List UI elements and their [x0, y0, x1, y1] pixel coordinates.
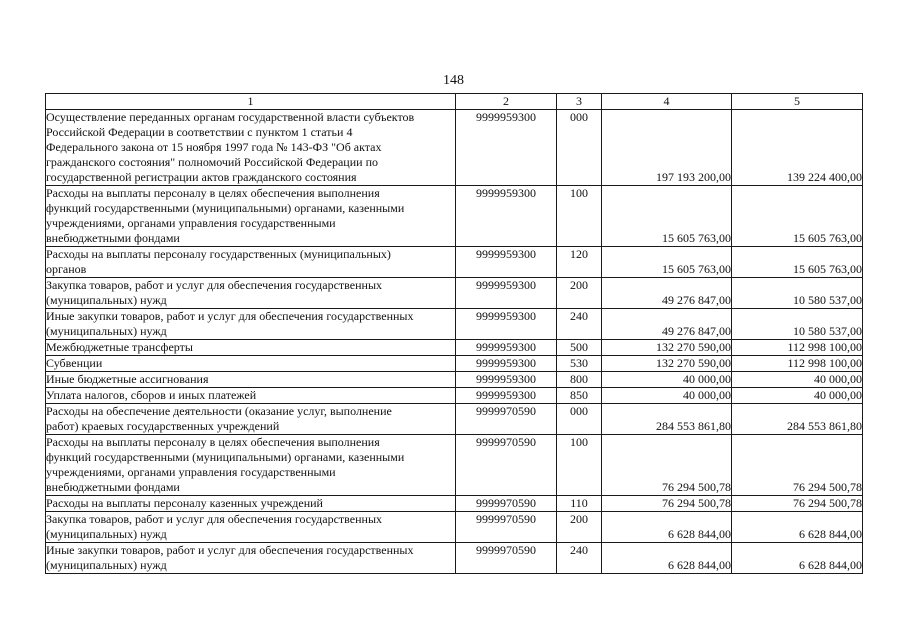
- table-row: [46, 278, 863, 309]
- row-amount-column-4: 49 276 847,00: [602, 278, 732, 309]
- row-amount-column-4: 132 270 590,00: [602, 340, 732, 356]
- row-target-code: 9999959300: [456, 278, 557, 309]
- row-description: Расходы на выплаты персоналу в целях обеспечения выполнения функций государственными (муниципальными) органами, казенными учреждениями, органами управления государственными внебюджетными фондами: [46, 435, 456, 496]
- row-target-code: 9999959300: [456, 388, 557, 404]
- row-amount-column-5: 10 580 537,00: [732, 309, 863, 340]
- row-description: Иные закупки товаров, работ и услуг для обеспечения государственных (муниципальных) нужд: [46, 543, 456, 574]
- row-amount-column-4: 132 270 590,00: [602, 356, 732, 372]
- column-header-5: 5: [732, 94, 863, 110]
- row-description: Межбюджетные трансферты: [46, 340, 456, 356]
- table-header: [46, 94, 863, 110]
- column-header-3: 3: [557, 94, 602, 110]
- row-description: Расходы на выплаты персоналу государственных (муниципальных) органов: [46, 247, 456, 278]
- row-expense-type-code: 850: [557, 388, 602, 404]
- row-expense-type-code: 100: [557, 435, 602, 496]
- row-amount-column-5: 40 000,00: [732, 388, 863, 404]
- table-row: [46, 388, 863, 404]
- row-amount-column-5: 76 294 500,78: [732, 435, 863, 496]
- row-description: Закупка товаров, работ и услуг для обеспечения государственных (муниципальных) нужд: [46, 278, 456, 309]
- page-number: 148: [443, 73, 464, 88]
- row-amount-column-4: 15 605 763,00: [602, 247, 732, 278]
- row-target-code: 9999959300: [456, 110, 557, 186]
- row-amount-column-5: 40 000,00: [732, 372, 863, 388]
- row-description: Субвенции: [46, 356, 456, 372]
- row-amount-column-4: 197 193 200,00: [602, 110, 732, 186]
- row-description: Иные закупки товаров, работ и услуг для обеспечения государственных (муниципальных) нужд: [46, 309, 456, 340]
- row-amount-column-5: 112 998 100,00: [732, 356, 863, 372]
- row-description: Расходы на выплаты персоналу в целях обеспечения выполнения функций государственными (муниципальными) органами, казенными учреждениями, органами управления государственными внебюджетными фондами: [46, 186, 456, 247]
- row-amount-column-5: 284 553 861,80: [732, 404, 863, 435]
- column-header-2: 2: [456, 94, 557, 110]
- row-expense-type-code: 120: [557, 247, 602, 278]
- row-amount-column-4: 6 628 844,00: [602, 543, 732, 574]
- table-row: [46, 372, 863, 388]
- row-amount-column-4: 76 294 500,78: [602, 435, 732, 496]
- row-target-code: 9999959300: [456, 247, 557, 278]
- row-target-code: 9999959300: [456, 340, 557, 356]
- row-target-code: 9999970590: [456, 435, 557, 496]
- table-row: [46, 543, 863, 574]
- budget-table: [45, 93, 863, 574]
- row-expense-type-code: 800: [557, 372, 602, 388]
- row-amount-column-4: 40 000,00: [602, 388, 732, 404]
- table-row: [46, 340, 863, 356]
- row-expense-type-code: 240: [557, 543, 602, 574]
- table-row: [46, 404, 863, 435]
- header-row: [46, 94, 863, 110]
- row-expense-type-code: 530: [557, 356, 602, 372]
- row-amount-column-4: 40 000,00: [602, 372, 732, 388]
- row-target-code: 9999970590: [456, 543, 557, 574]
- row-expense-type-code: 000: [557, 404, 602, 435]
- row-target-code: 9999970590: [456, 404, 557, 435]
- row-expense-type-code: 240: [557, 309, 602, 340]
- row-description: Расходы на выплаты персоналу казенных учреждений: [46, 496, 456, 512]
- row-target-code: 9999959300: [456, 309, 557, 340]
- row-amount-column-4: 6 628 844,00: [602, 512, 732, 543]
- row-description: Уплата налогов, сборов и иных платежей: [46, 388, 456, 404]
- table-row: [46, 110, 863, 186]
- row-target-code: 9999970590: [456, 512, 557, 543]
- row-target-code: 9999959300: [456, 356, 557, 372]
- row-amount-column-5: 15 605 763,00: [732, 247, 863, 278]
- row-target-code: 9999970590: [456, 496, 557, 512]
- table-body: [46, 110, 863, 574]
- row-amount-column-5: 6 628 844,00: [732, 543, 863, 574]
- row-description: Закупка товаров, работ и услуг для обеспечения государственных (муниципальных) нужд: [46, 512, 456, 543]
- row-amount-column-4: 284 553 861,80: [602, 404, 732, 435]
- table-row: [46, 435, 863, 496]
- row-description: Иные бюджетные ассигнования: [46, 372, 456, 388]
- table-row: [46, 247, 863, 278]
- table-row: [46, 356, 863, 372]
- column-header-4: 4: [602, 94, 732, 110]
- row-expense-type-code: 200: [557, 278, 602, 309]
- row-amount-column-5: 112 998 100,00: [732, 340, 863, 356]
- row-amount-column-5: 76 294 500,78: [732, 496, 863, 512]
- row-target-code: 9999959300: [456, 186, 557, 247]
- row-target-code: 9999959300: [456, 372, 557, 388]
- row-amount-column-5: 6 628 844,00: [732, 512, 863, 543]
- row-amount-column-4: 76 294 500,78: [602, 496, 732, 512]
- table-row: [46, 186, 863, 247]
- row-expense-type-code: 000: [557, 110, 602, 186]
- table-row: [46, 496, 863, 512]
- row-expense-type-code: 200: [557, 512, 602, 543]
- row-description: Расходы на обеспечение деятельности (оказание услуг, выполнение работ) краевых государственных учреждений: [46, 404, 456, 435]
- row-amount-column-5: 10 580 537,00: [732, 278, 863, 309]
- row-amount-column-5: 15 605 763,00: [732, 186, 863, 247]
- row-expense-type-code: 100: [557, 186, 602, 247]
- row-amount-column-5: 139 224 400,00: [732, 110, 863, 186]
- table-row: [46, 309, 863, 340]
- column-header-1: 1: [46, 94, 456, 110]
- row-expense-type-code: 110: [557, 496, 602, 512]
- row-amount-column-4: 15 605 763,00: [602, 186, 732, 247]
- row-expense-type-code: 500: [557, 340, 602, 356]
- table-row: [46, 512, 863, 543]
- row-description: Осуществление переданных органам государственной власти субъектов Российской Федерации в соответствии с пунктом 1 статьи 4 Федерального закона от 15 ноября 1997 года № 143-ФЗ "Об актах гражданского состояния" полномочий Российской Федерации по государственной регистрации актов гражданского состояния: [46, 110, 456, 186]
- row-amount-column-4: 49 276 847,00: [602, 309, 732, 340]
